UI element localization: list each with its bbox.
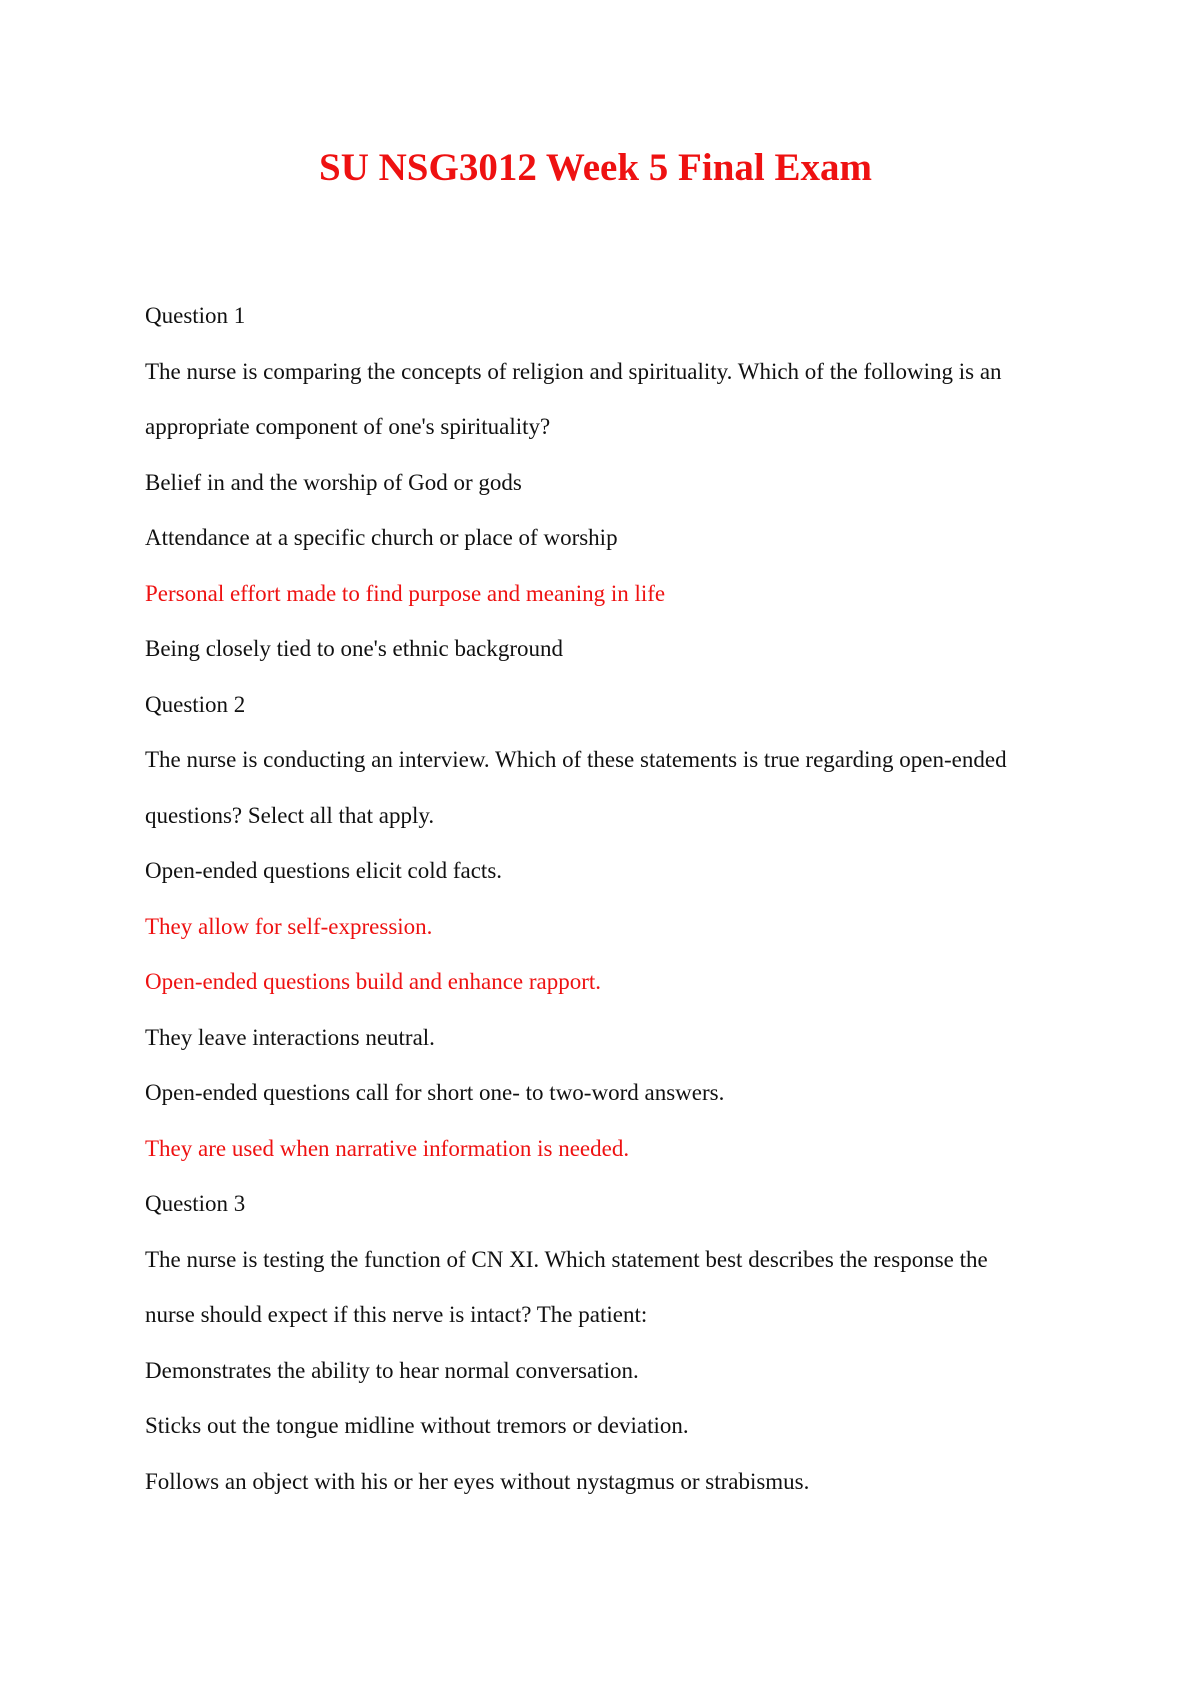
answer-option-correct: Open-ended questions build and enhance rapport. bbox=[145, 969, 602, 994]
answer-option-correct: They allow for self-expression. bbox=[145, 913, 433, 939]
question-heading: Question 2 bbox=[145, 691, 246, 717]
question-prompt-line: The nurse is testing the function of CN XI. Which statement best describes the response the bbox=[145, 1246, 988, 1272]
answer-option: Open-ended questions call for short one- to two-word answers. bbox=[145, 1080, 725, 1105]
exam-content bbox=[145, 288, 1065, 1509]
question-prompt-line: appropriate component of one's spirituality? bbox=[145, 414, 551, 439]
answer-option-correct: Personal effort made to find purpose and meaning in life bbox=[145, 580, 666, 606]
question-prompt-line: The nurse is conducting an interview. Which of these statements is true regarding open-ended bbox=[145, 747, 1007, 772]
answer-option: Belief in and the worship of God or gods bbox=[145, 469, 522, 495]
answer-option-correct: They are used when narrative information is needed. bbox=[145, 1135, 630, 1161]
question-heading: Question 1 bbox=[145, 303, 246, 328]
answer-option: Sticks out the tongue midline without tremors or deviation. bbox=[145, 1413, 689, 1438]
answer-option: Demonstrates the ability to hear normal conversation. bbox=[145, 1357, 639, 1383]
question-prompt-line: nurse should expect if this nerve is intact? The patient: bbox=[145, 1302, 648, 1327]
answer-option: Follows an object with his or her eyes without nystagmus or strabismus. bbox=[145, 1468, 810, 1494]
answer-option: Attendance at a specific church or place of worship bbox=[145, 525, 618, 550]
question-prompt-line: The nurse is comparing the concepts of religion and spirituality. Which of the following is an bbox=[145, 358, 1002, 384]
answer-option: They leave interactions neutral. bbox=[145, 1024, 435, 1050]
answer-option: Open-ended questions elicit cold facts. bbox=[145, 858, 503, 883]
document-title: SU NSG3012 Week 5 Final Exam bbox=[319, 146, 872, 189]
question-heading: Question 3 bbox=[145, 1191, 246, 1216]
answer-option: Being closely tied to one's ethnic background bbox=[145, 636, 564, 661]
question-prompt-line: questions? Select all that apply. bbox=[145, 802, 435, 828]
